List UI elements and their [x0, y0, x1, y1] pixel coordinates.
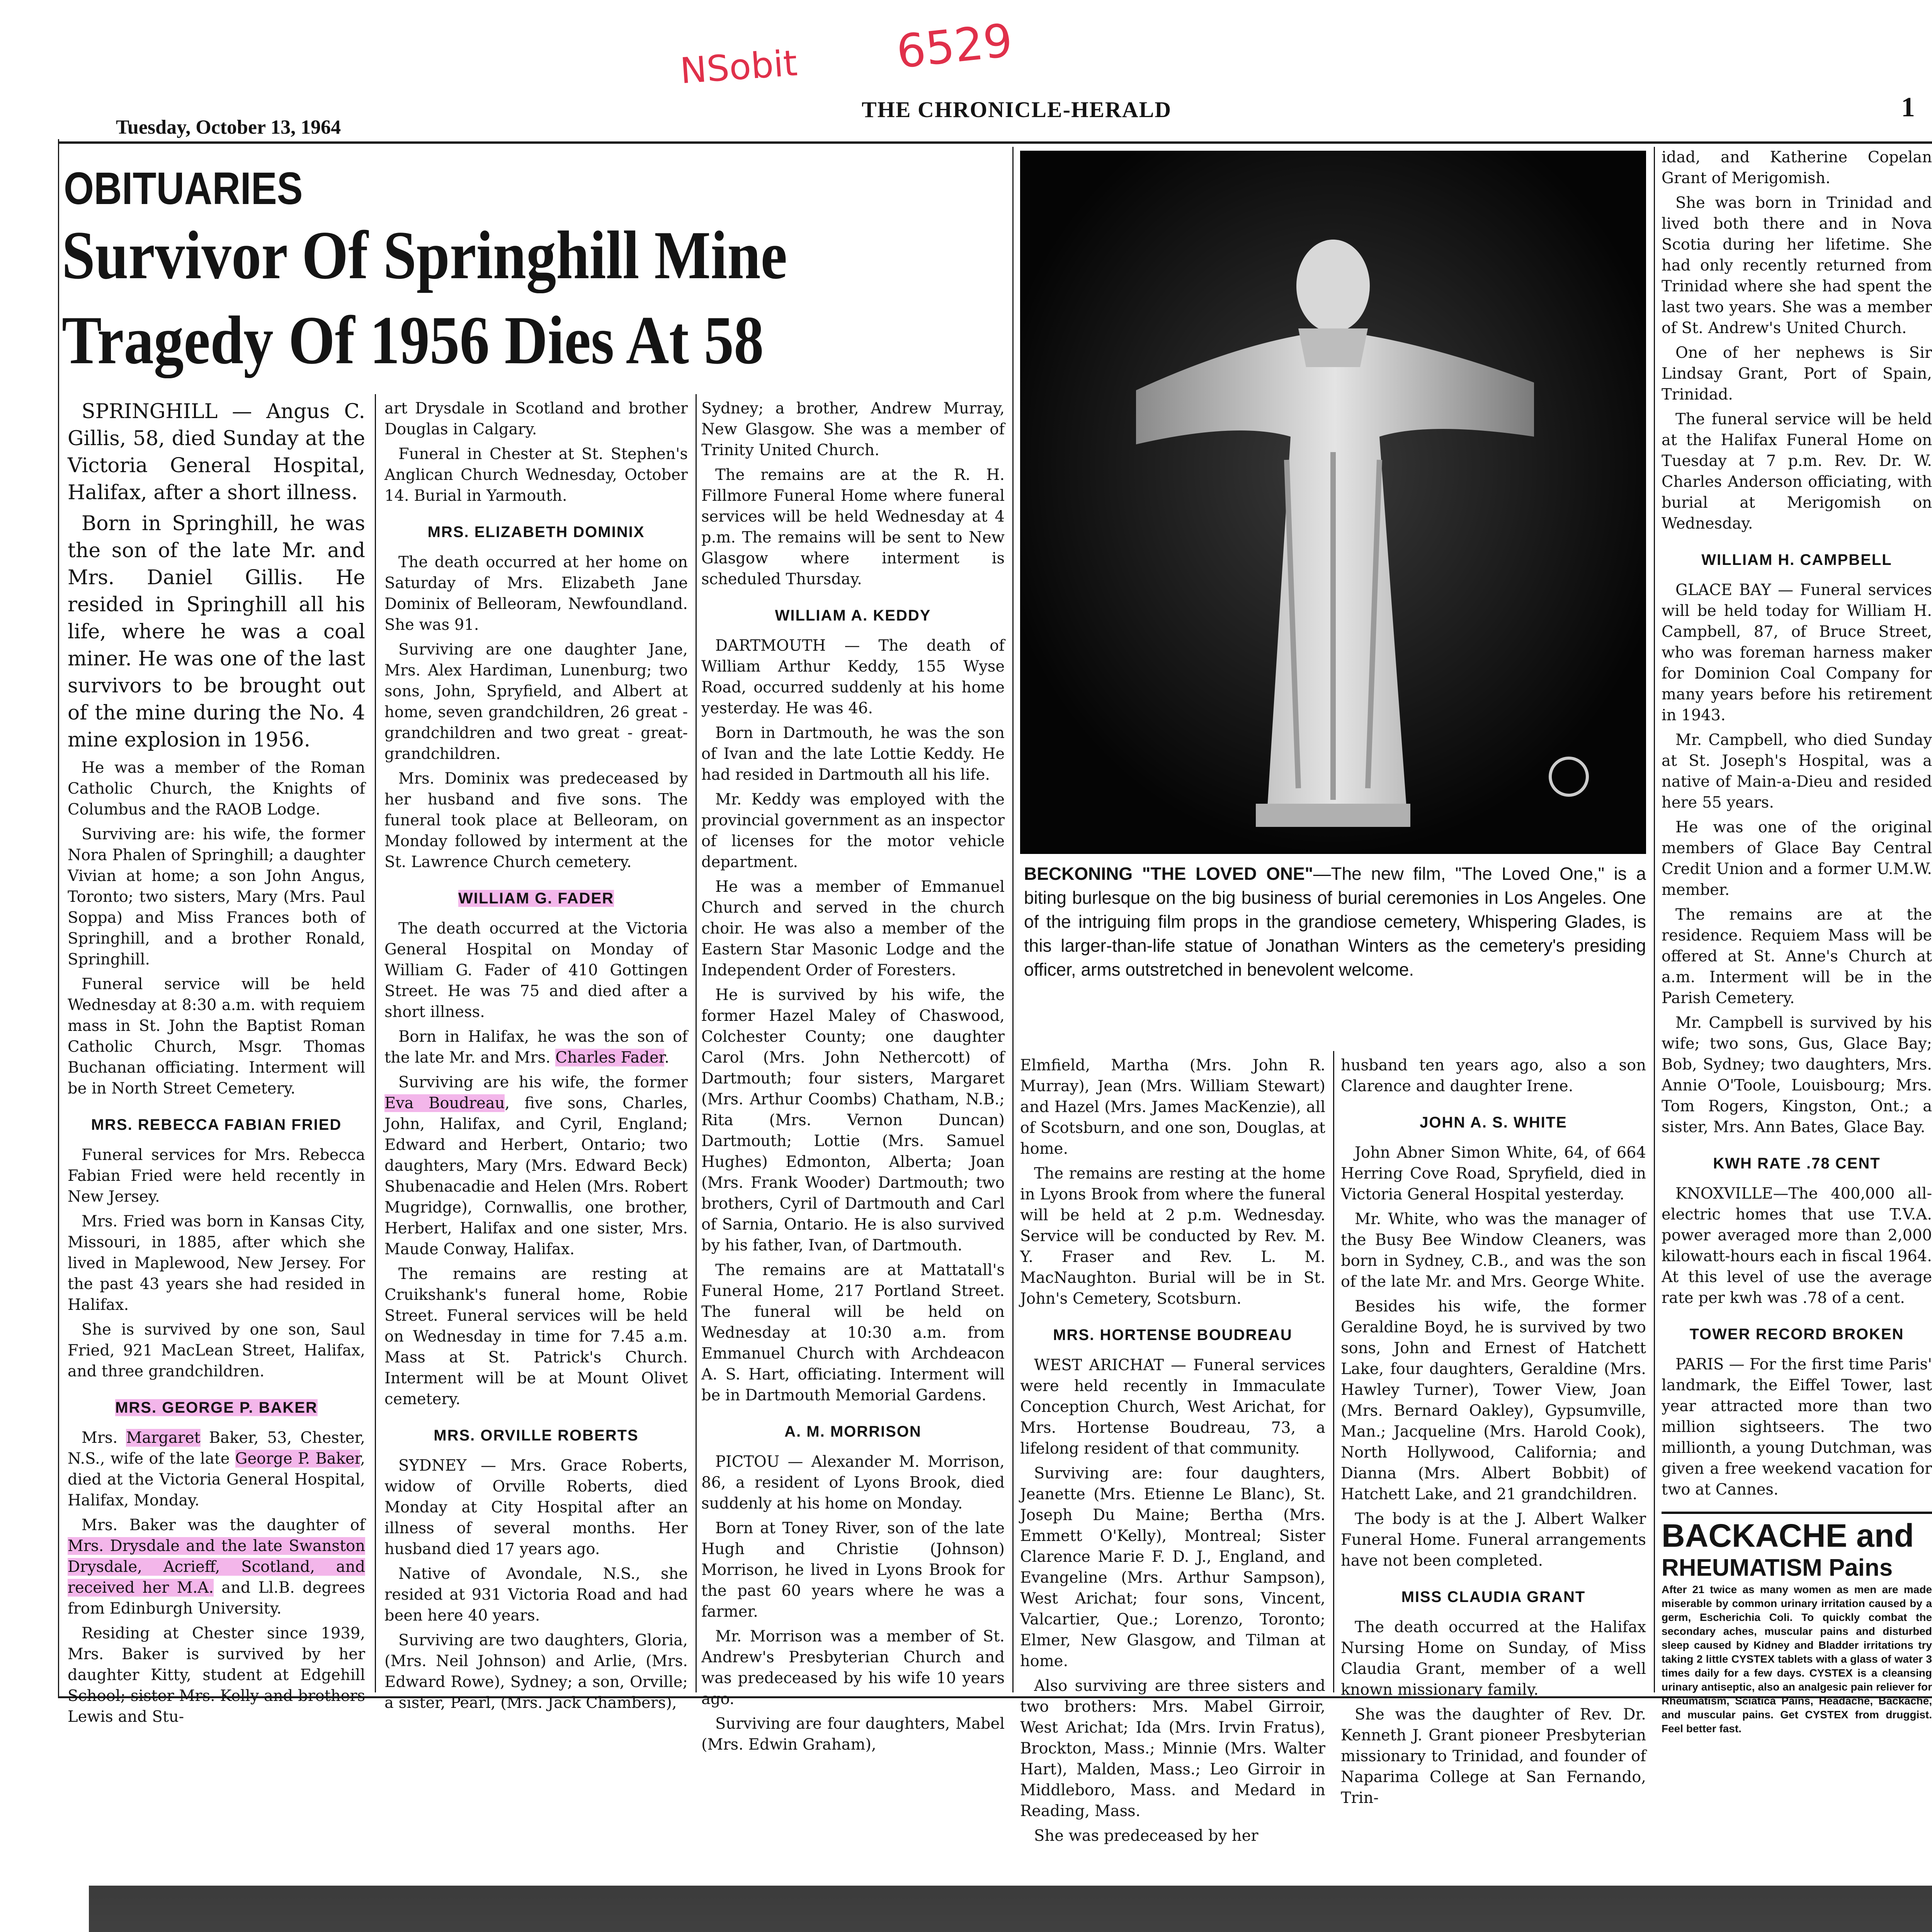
grant-paragraph: The death occurred at the Halifax Nursing Home on Sunday, of Miss Claudia Grant, member of a well known missionary family. — [1341, 1618, 1646, 1699]
gillis-paragraph: Funeral service will be held Wednesday at 8:30 a.m. with requiem mass in St. John the Baptist Roman Catholic Church, Msgr. Thomas Buchanan officiating. Interment will be in North Street Cemetery. — [68, 975, 365, 1097]
boudreau-heading: MRS. HORTENSE BOUDREAU — [1053, 1327, 1293, 1344]
campbell-paragraph: Mr. Campbell, who died Sunday at St. Joseph's Hospital, was a native of Main-a-Dieu and resided here 55 years. — [1662, 731, 1932, 811]
baker-paragraph: Residing at Chester since 1939, Mrs. Baker is survived by her daughter Kitty, student at Edgehill School; sister Mrs. Kelly and brothers Lewis and Stu- — [68, 1624, 365, 1726]
roberts-heading: MRS. ORVILLE ROBERTS — [434, 1427, 639, 1444]
fader-heading-text: WILLIAM G. FADER — [458, 890, 614, 907]
handwritten-note: NSobit — [679, 42, 799, 92]
grant-continued: The funeral service will be held at the Halifax Funeral Home on Tuesday at 7 p.m. Rev. Dr. W. Charles Anderson officiating, with burial at Merigomish on Wednesday. — [1662, 410, 1932, 532]
column-1 — [68, 398, 366, 1726]
roberts-paragraph: Native of Avondale, N.S., she resided at 931 Victoria Road and had been here 40 years. — [384, 1565, 688, 1624]
gillis-paragraph: He was a member of the Roman Catholic Church, the Knights of Columbus and the RAOB Lodge. — [68, 759, 365, 818]
grant-continued: One of her nephews is Sir Lindsay Grant, Port of Spain, Trinidad. — [1662, 344, 1932, 403]
column-rule — [696, 394, 697, 1692]
ad-line-1: BACKACHE and — [1662, 1517, 1914, 1554]
fried-paragraph: Funeral services for Mrs. Rebecca Fabian Fried were held recently in New Jersey. — [68, 1146, 365, 1206]
gillis-paragraph: Surviving are: his wife, the former Nora Phalen of Springhill; a daughter Vivian at home; a son John Angus, Toronto; two sisters, Mary (Mrs. Paul Soppa) and Miss Frances both of Springhill, and a brother Ronald, Springhill. — [68, 825, 365, 968]
highlight-name: Margaret — [126, 1429, 201, 1447]
ad-body: After 21 twice as many women as men are made miserable by common urinary irritation caused by a germ, Escherichia Coli. To quickly combat the secondary aches, muscular pains and disturbed sleep caused by Kidney and Bladder irritations try taking 2 little CYSTEX tablets with a glass of water 3 times daily for a few days. CYSTEX is a cleansing urinary antiseptic, also an analgesic pain reliever for Rheumatism, Sciatica Pains, Headache, Backache, and muscular pains. Get CYSTEX from druggist. Feel better fast. — [1662, 1583, 1932, 1735]
white-heading: JOHN A. S. WHITE — [1420, 1114, 1567, 1131]
fried-paragraph: She is survived by one son, Saul Fried, 921 MacLean Street, Halifax, and three grandchildren. — [68, 1321, 365, 1380]
grant-continued: She was born in Trinidad and lived both there and in Nova Scotia during her lifetime. She had only recently returned from Trinidad where she had spent the last two years. She was a member of St. Andrew's United Church. — [1662, 194, 1932, 337]
roberts-continued: The remains are at the R. H. Fillmore Funeral Home where funeral services will be held Wednesday at 4 p.m. The remains will be sent to New Glasgow where interment is scheduled Thursday. — [701, 466, 1005, 588]
white-paragraph: Mr. White, who was the manager of the Busy Bee Window Cleaners, was born in Sydney, C.B., and was the son of the late Mr. and Mrs. George White. — [1341, 1210, 1646, 1291]
column-rule — [1333, 1051, 1334, 1692]
text: , five sons, Charles, John, Halifax, and Cyril, England; Edward and Herbert, Ontario; two daughters, Mary (Mrs. Edward Beck) Shubenacadie and Helen (Mrs. Robert Mugridge), Cornwallis, one brother, Herbert, Halifax and one sister, Mrs. Maude Conway, Halifax. — [384, 1094, 688, 1258]
keddy-paragraph: The remains are at Mattatall's Funeral Home, 217 Portland Street. The funeral will be held on Wednesday at 10:30 a.m. from Emmanuel Church with Archdeacon A. S. Hart, officiating. Interment will be in Dartmouth Memorial Gardens. — [701, 1261, 1005, 1404]
grant-heading: MISS CLAUDIA GRANT — [1401, 1588, 1586, 1605]
fader-paragraph: The death occurred at the Victoria General Hospital on Monday of William G. Fader of 410 Gottingen Street. He was 75 and died after a short illness. — [384, 920, 688, 1021]
headline-line-1: Survivor Of Springhill Mine — [62, 217, 787, 293]
highlight-name: Charles Fader — [555, 1049, 665, 1066]
keddy-paragraph: DARTMOUTH — The death of William Arthur Keddy, 155 Wyse Road, occurred suddenly at his home yesterday. He was 46. — [701, 637, 1005, 717]
baker-continued: art Drysdale in Scotland and brother Douglas in Calgary. — [384, 400, 688, 438]
baker-heading-text: MRS. GEORGE P. BAKER — [115, 1399, 318, 1416]
column-rule — [1012, 147, 1014, 1692]
masthead-date: Tuesday, October 13, 1964 — [116, 116, 341, 138]
keddy-paragraph: He was a member of Emmanuel Church and served in the church choir. He was also a member of the Eastern Star Masonic Lodge and the Independent Order of Foresters. — [701, 878, 1005, 979]
fader-heading — [384, 888, 688, 909]
surf-camera-image — [89, 1886, 1932, 1932]
boudreau-paragraph: She was predeceased by her — [1034, 1827, 1259, 1845]
text: and Ll.B. degrees from Edinburgh University. — [68, 1579, 365, 1617]
highlight-name: Eva Boudreau — [384, 1094, 505, 1112]
column-6 — [1662, 147, 1932, 1785]
column-4 — [1020, 1055, 1325, 1845]
statue-image — [1020, 151, 1646, 854]
morrison-continued: Elmfield, Martha (Mrs. John R. Murray), Jean (Mrs. William Stewart) and Hazel (Mrs. James MacKenzie), all of Scotsburn, and one son, Douglas, at home. — [1020, 1056, 1325, 1158]
caption-text: —The new film, "The Loved One," is a biting burlesque on the big business of burial ceremonies in Los Angeles. One of the intriguing film props in the grandiose cemetery, Whispering Glades, is this larger-than-life statue of Jonathan Winters as the cemetery's presiding officer, arms outstretched in benevolent welcome. — [1024, 864, 1646, 980]
text: Mrs. — [82, 1429, 118, 1447]
gillis-paragraph: Born in Springhill, he was the son of the late Mr. and Mrs. Daniel Gillis. He resided in Springhill all his life, where he was a coal miner. He was one of the last survivors to be brought out of the mine during the No. 4 mine explosion in 1956. — [68, 512, 365, 752]
boudreau-paragraph: Surviving are: four daughters, Jeanette (Mrs. Etienne Le Blanc), St. Joseph Du Maine; Bertha (Mrs. Emmett O'Kelly), Montreal; Sister Clarence Marie F. D. J., England, and Evangeline (Mrs. Arthur Sampson), West Arichat; four sons, Vincent, Valcartier, Que.; Lorenzo, Toronto; Elmer, New Glasgow, and Tilman at home. — [1020, 1464, 1325, 1670]
column-3 — [701, 398, 1005, 1753]
keddy-paragraph: Mr. Keddy was employed with the provincial government as an inspector of licenses for the motor vehicle department. — [701, 791, 1005, 871]
baker-heading — [68, 1397, 365, 1418]
dominix-paragraph: Surviving are one daughter Jane, Mrs. Alex Hardiman, Lunenburg; two sons, John, Spryfield, and Albert at home, seven grandchildren, 26 great - grandchildren and two great - great-grandchildren. — [384, 641, 688, 763]
column-rule — [375, 394, 376, 1692]
text: , died at the Victoria General Hospital, Halifax, Monday. — [68, 1450, 366, 1509]
text: Mrs. Baker was the daughter of — [82, 1516, 365, 1534]
keddy-paragraph: Born in Dartmouth, he was the son of Ivan and the late Lottie Keddy. He had resided in Dartmouth all his life. — [701, 724, 1005, 784]
statue-photo — [1020, 151, 1646, 854]
morrison-paragraph: Born at Toney River, son of the late Hugh and Christie (Johnson) Morrison, he lived in Lyons Brook for the past 60 years where he was a farmer. — [701, 1519, 1005, 1621]
keddy-heading: WILLIAM A. KEDDY — [775, 607, 931, 624]
grant-paragraph: She was the daughter of Rev. Dr. Kenneth J. Grant pioneer Presbyterian missionary to Trinidad, and founder of Naparima College at San Fernando, Trin- — [1341, 1706, 1646, 1807]
photo-caption — [1024, 862, 1646, 1043]
morrison-paragraph: Mr. Morrison was a member of St. Andrew's Presbyterian Church and was predeceased by his wife 10 years ago. — [701, 1628, 1005, 1708]
dominix-paragraph: Mrs. Dominix was predeceased by her husband and five sons. The funeral took place at Belleoram, on Monday followed by interment at the St. Lawrence Church cemetery. — [384, 770, 688, 871]
fried-heading: MRS. REBECCA FABIAN FRIED — [91, 1116, 342, 1133]
column-5 — [1341, 1055, 1646, 1807]
campbell-paragraph: The remains are at the residence. Requiem Mass will be offered at St. Anne's Church at a.m. Interment will be in the Parish Cemetery. — [1662, 906, 1932, 1007]
column-rule — [1654, 147, 1655, 1692]
baker-paragraph — [68, 1515, 365, 1619]
baker-paragraph — [68, 1427, 365, 1511]
highlight-parents: Mrs. Drysdale and the late Swanston Drysdale, Acrieff, Scotland, and received her M.A. — [68, 1537, 365, 1597]
tower-heading: TOWER RECORD BROKEN — [1689, 1326, 1904, 1343]
boudreau-paragraph: Also surviving are three sisters and two brothers: Mrs. Mabel Girroir, West Arichat; Ida (Mrs. Irvin Fratus), Brockton, Mass.; Minnie (Mrs. Walter Hart), Malden, Mass.; Leo Girroir in Middleboro, Mass. and Medard in Reading, Mass. — [1020, 1677, 1325, 1820]
white-paragraph: The body is at the J. Albert Walker Funeral Home. Funeral arrangements have not been completed. — [1341, 1510, 1646, 1570]
boudreau-paragraph: WEST ARICHAT — Funeral services were held recently in Immaculate Conception Church, West Arichat, for Mrs. Hortense Boudreau, 73, a lifelong resident of that community. — [1020, 1356, 1325, 1458]
roberts-paragraph: Surviving are two daughters, Gloria, (Mrs. Neil Johnson) and Arlie, (Mrs. Edward Rowe), Sydney; a son, Orville; a sister, Pearl, (Mrs. Jack Chambers), — [384, 1631, 688, 1712]
morrison-paragraph: PICTOU — Alexander M. Morrison, 86, a resident of Lyons Brook, died suddenly at his home on Monday. — [701, 1453, 1005, 1512]
white-paragraph: Besides his wife, the former Geraldine Boyd, he is survived by two sons, John and Ernest of Hatchett Lake, four daughters, Geraldine (Mrs. Hawley Turner), Tower View, Joan (Mrs. Bernard Oakley), Gypsumville, Man.; Jacqueline (Mrs. Harold Cook), North Hollywood, California; and Dianna (Mrs. Albert Bobbit) of Hatchett Lake, and 21 grandchildren. — [1341, 1298, 1646, 1503]
masthead-paper: THE CHRONICLE-HERALD — [862, 97, 1172, 122]
dominix-paragraph: The death occurred at her home on Saturday of Mrs. Elizabeth Jane Dominix of Belleoram, Newfoundland. She was 91. — [384, 553, 688, 634]
white-paragraph: John Abner Simon White, 64, of 664 Herring Cove Road, Spryfield, died in Victoria General Hospital yesterday. — [1341, 1144, 1646, 1203]
boudreau-continued: husband ten years ago, also a son Clarence and daughter Irene. — [1341, 1056, 1646, 1095]
ad-line-2: RHEUMATISM Pains — [1662, 1554, 1893, 1581]
gillis-obituary — [68, 398, 365, 753]
cystex-ad — [1662, 1512, 1932, 1736]
section-title: OBITUARIES — [64, 163, 303, 214]
morrison-heading: A. M. MORRISON — [784, 1423, 922, 1440]
kwh-paragraph: KNOXVILLE—The 400,000 all-electric homes that use T.V.A. power averaged more than 2,000 kilowatt-hours each in fiscal 1964. At this level of use the average rate per kwh was .78 of a cent. — [1662, 1185, 1932, 1307]
masthead-rule — [58, 141, 1932, 144]
grant-continued: idad, and Katherine Copelan Grant of Merigomish. — [1662, 148, 1932, 187]
text: Born in Halifax, he was the son of the late Mr. and Mrs. — [384, 1028, 688, 1066]
roberts-continued: Sydney; a brother, Andrew Murray, New Glasgow. She was a member of Trinity United Church. — [701, 400, 1005, 459]
roberts-paragraph: SYDNEY — Mrs. Grace Roberts, widow of Orville Roberts, died Monday at City Hospital after an illness of several months. Her husband died 17 years ago. — [384, 1457, 688, 1558]
column-2 — [384, 398, 688, 1712]
morrison-paragraph: Surviving are four daughters, Mabel (Mrs. Edwin Graham), — [701, 1715, 1005, 1753]
campbell-paragraph: Mr. Campbell is survived by his wife; two sons, Gus, Glace Bay; Bob, Sydney; two daughters, Mrs. Annie O'Toole, Louisbourg; Mrs. Tom Rogers, Kingston, Ont.; a sister, Mrs. Ann Bates, Glace Bay. — [1662, 1014, 1932, 1136]
keddy-paragraph: He is survived by his wife, the former Hazel Maley of Chaswood, Colchester County; one daughter Carol (Mrs. John Nethercott) of Dartmouth; four sisters, Margaret (Mrs. Arthur Coombs) Chatham, N.B.; Rita (Mrs. Vernon Duncan) Dartmouth; Lottie (Mrs. Samuel Hughes) Edmonton, Alberta; Joan (Mrs. Frank Wooder) Dartmouth; two brothers, Cyril of Dartmouth and Carl of Sarnia, Ontario. He is also survived by his father, Ivan, of Dartmouth. — [701, 986, 1005, 1254]
text: Surviving are his wife, the former — [398, 1073, 688, 1091]
page-number: 1 — [1901, 92, 1915, 122]
caption-title: BECKONING "THE LOVED ONE" — [1024, 864, 1313, 884]
baker-continued: Funeral in Chester at St. Stephen's Anglican Church Wednesday, October 14. Burial in Yarmouth. — [384, 445, 688, 505]
campbell-paragraph: He was one of the original members of Glace Bay Central Credit Union and a former U.M.W. member. — [1662, 818, 1932, 899]
fried-paragraph: Mrs. Fried was born in Kansas City, Missouri, in 1885, after which she lived in Maplewood, New Jersey. For the past 43 years she had resided in Halifax. — [68, 1213, 365, 1314]
bottom-photo — [89, 1886, 1932, 1932]
campbell-heading: WILLIAM H. CAMPBELL — [1701, 551, 1892, 568]
morrison-continued: The remains are resting at the home in Lyons Brook from where the funeral will be held at 2 p.m. Wednesday. Service will be conducted by Rev. M. Y. Fraser and Rev. L. M. MacNaughton. Burial will be in St. John's Cemetery, Scotsburn. — [1020, 1165, 1325, 1308]
highlight-name: George P. Baker — [235, 1450, 361, 1468]
gillis-paragraph: SPRINGHILL — Angus C. Gillis, 58, died Sunday at the Victoria General Hospital, Halifax, after a short illness. — [68, 400, 365, 504]
campbell-paragraph: GLACE BAY — Funeral services will be held today for William H. Campbell, 87, of Bruce Street, who was foreman harness maker for Dominion Coal Company for many years before his retirement in 1943. — [1662, 581, 1932, 724]
dominix-heading: MRS. ELIZABETH DOMINIX — [427, 524, 645, 541]
tower-paragraph: PARIS — For the first time Paris' landmark, the Eiffel Tower, last year attracted more than two million sightseers. The two millionth, a young Dutchman, was given a free weekend vacation for two at Cannes. — [1662, 1355, 1932, 1498]
handwritten-number: 6529 — [894, 13, 1015, 79]
fader-paragraph: Born in Halifax, he was the son of the late Mr. and Mrs. Charles Fader. — [384, 1028, 688, 1066]
kwh-heading: KWH RATE .78 CENT — [1713, 1155, 1881, 1172]
text: Baker, 53, Chester, N.S., wife of the late — [68, 1429, 366, 1468]
headline-line-2: Tragedy Of 1956 Dies At 58 — [62, 302, 764, 378]
column-rule — [58, 139, 59, 1696]
fader-paragraph — [384, 1072, 688, 1260]
fader-paragraph: The remains are resting at Cruikshank's funeral home, Robie Street. Funeral services will be held on Wednesday in time for 7.45 a.m. Mass at St. Patrick's Church. Interment will be at Mount Olivet cemetery. — [384, 1265, 688, 1408]
